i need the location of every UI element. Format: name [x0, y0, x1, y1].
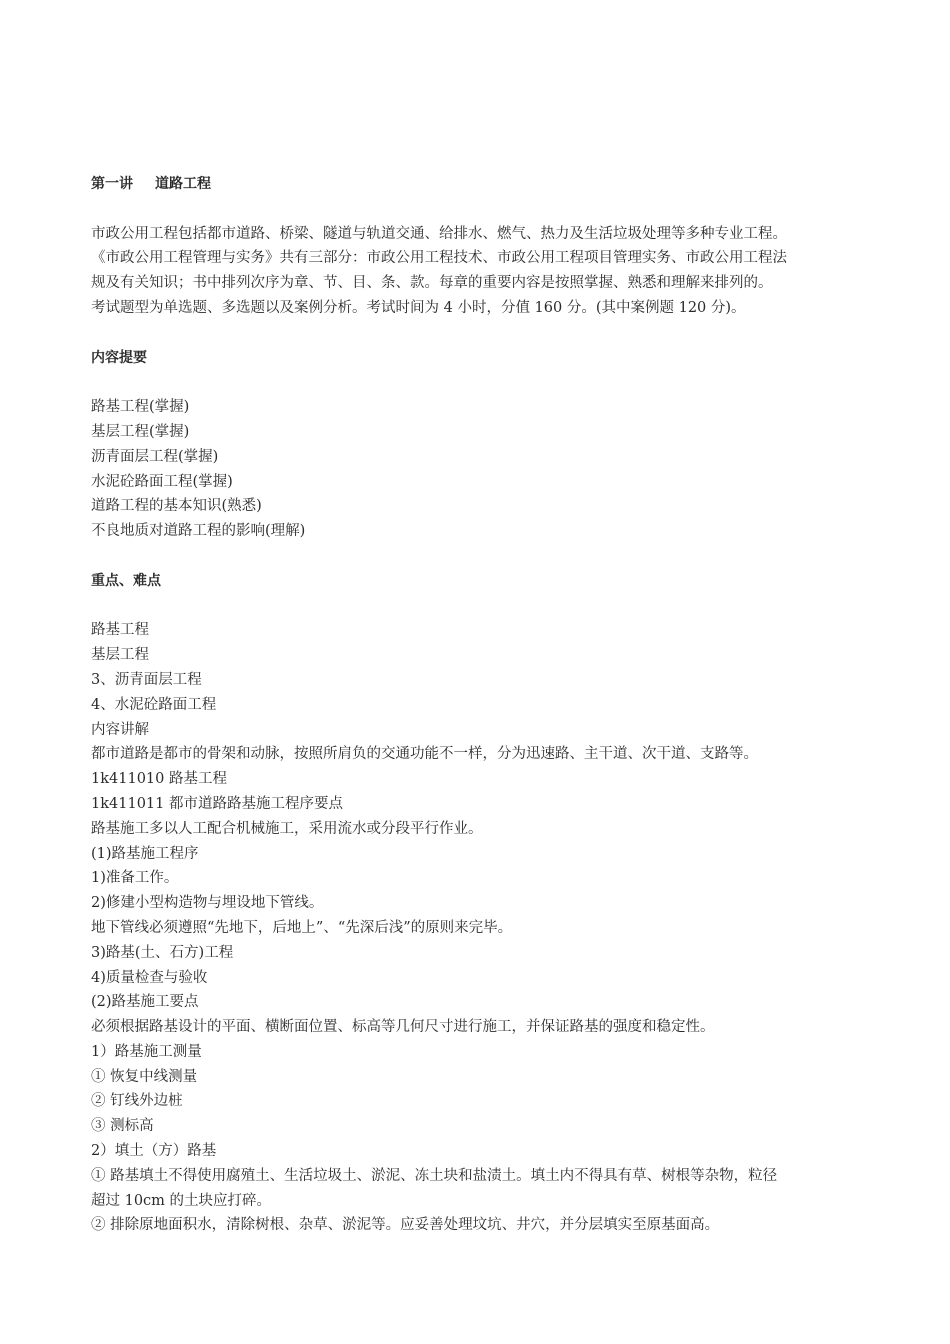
- body-line: 3)路基(土、石方)工程: [91, 944, 234, 961]
- body-line: 2)修建小型构造物与埋设地下管线。: [91, 895, 324, 912]
- fill-material-rule-line-1: ① 路基填土不得使用腐殖土、生活垃圾土、淤泥、冻土块和盐渍土。填土内不得具有草、树根等杂物，粒径: [91, 1167, 778, 1184]
- body-line: (1)路基施工程序: [91, 845, 199, 862]
- body-line: 3、沥青面层工程: [91, 671, 202, 688]
- summary-item: 路基工程(掌握): [91, 399, 190, 416]
- body-line: 1）路基施工测量: [91, 1043, 202, 1060]
- intro-line: 规及有关知识；书中排列次序为章、节、目、条、款。每章的重要内容是按照掌握、熟悉和理解来排列的。: [91, 275, 773, 292]
- body-line: 2）填土（方）路基: [91, 1143, 217, 1160]
- summary-item: 基层工程(掌握): [91, 423, 190, 440]
- body-line: (2)路基施工要点: [91, 994, 199, 1011]
- summary-item: 不良地质对道路工程的影响(理解): [91, 523, 306, 540]
- key-points-heading: 重点、难点: [91, 572, 161, 589]
- body-line: 都市道路是都市的骨架和动脉，按照所肩负的交通功能不一样，分为迅速路、主干道、次干道、支路等。: [91, 746, 758, 763]
- summary-item: 水泥砼路面工程(掌握): [91, 473, 233, 490]
- body-line: 1k411011 都市道路路基施工程序要点: [91, 795, 343, 812]
- body-line: 内容讲解: [91, 721, 149, 738]
- lecture-title: [91, 172, 861, 197]
- body-line: 1k411010 路基工程: [91, 771, 227, 788]
- body-line: 4、水泥砼路面工程: [91, 696, 217, 713]
- document-page: [91, 172, 861, 1238]
- lecture-number: 第一讲: [91, 176, 133, 192]
- body-line: 4)质量检查与验收: [91, 969, 208, 986]
- summary-item: 沥青面层工程(掌握): [91, 448, 219, 465]
- intro-line: 考试题型为单选题、多选题以及案例分析。考试时间为 4 小时，分值 160 分。(其中案例题 120 分)。: [91, 299, 746, 316]
- lecture-topic: 道路工程: [155, 176, 211, 192]
- body-line: 1)准备工作。: [91, 870, 179, 887]
- body-line: 必须根据路基设计的平面、横断面位置、标高等几何尺寸进行施工，并保证路基的强度和稳定性。: [91, 1019, 715, 1036]
- body-line: 基层工程: [91, 647, 149, 664]
- body-line: 地下管线必须遵照“先地下，后地上”、“先深后浅”的原则来完毕。: [91, 919, 513, 936]
- summary-item: 道路工程的基本知识(熟悉): [91, 498, 262, 515]
- intro-line: 《市政公用工程管理与实务》共有三部分：市政公用工程技术、市政公用工程项目管理实务、市政公用工程法: [91, 250, 787, 267]
- fill-material-rule-line-2: 超过 10cm 的土块应打碎。: [91, 1192, 272, 1209]
- body-line: ② 钉线外边桩: [91, 1093, 183, 1110]
- body-line: 路基工程: [91, 622, 149, 639]
- body-line: ① 恢复中线测量: [91, 1068, 198, 1085]
- ground-clearing-rule: ② 排除原地面积水，清除树根、杂草、淤泥等。应妥善处理坟坑、井穴，并分层填实至原基面高。: [91, 1217, 720, 1234]
- body-line: 路基施工多以人工配合机械施工，采用流水或分段平行作业。: [91, 820, 483, 837]
- summary-heading: 内容提要: [91, 349, 147, 366]
- intro-line: 市政公用工程包括都市道路、桥梁、隧道与轨道交通、给排水、燃气、热力及生活垃圾处理等多种专业工程。: [91, 225, 787, 242]
- body-line: ③ 测标高: [91, 1118, 154, 1135]
